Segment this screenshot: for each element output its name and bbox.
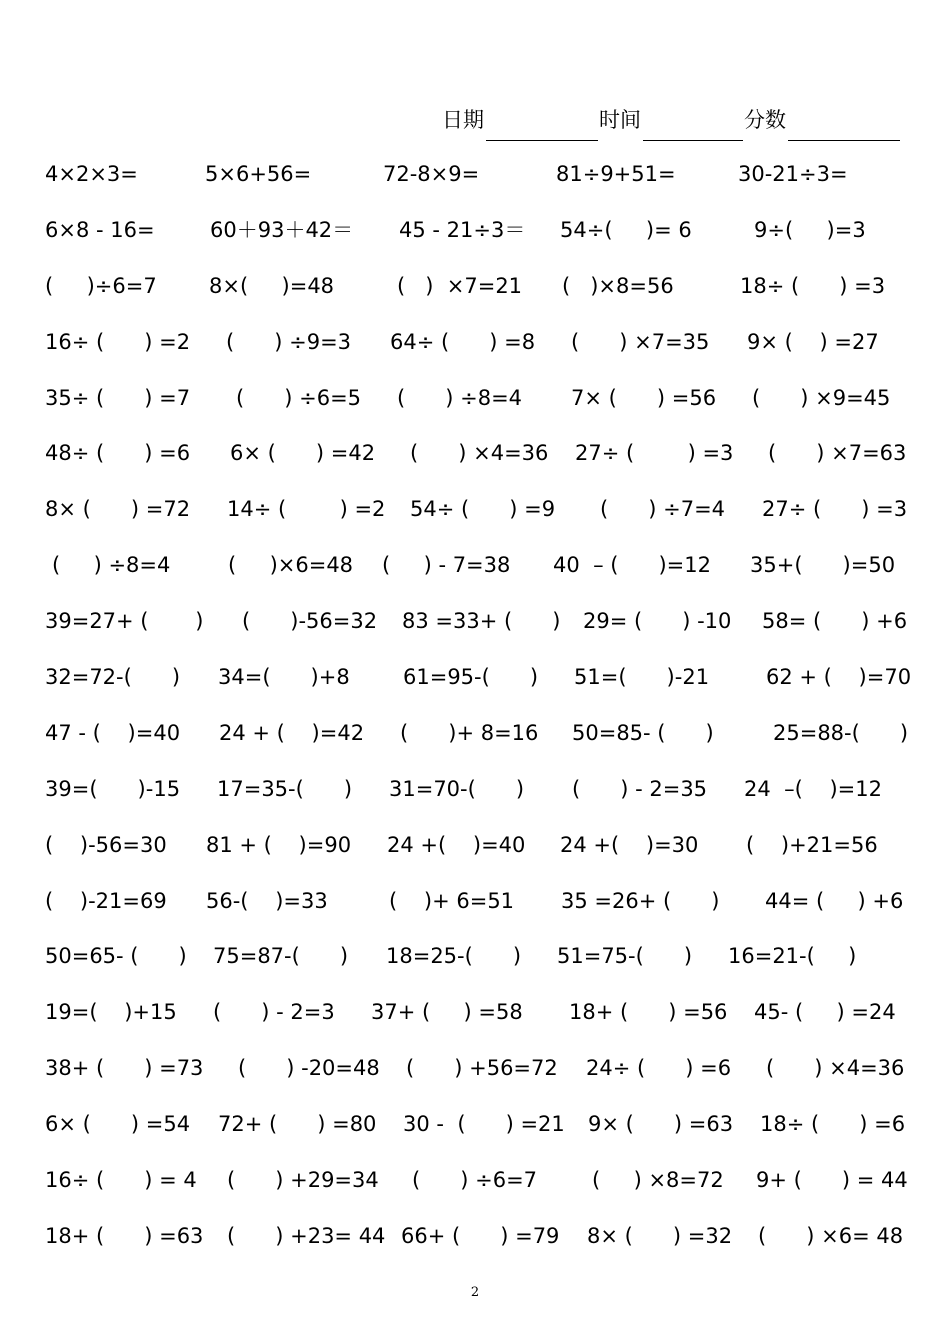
math-problem: ( ) ÷9=3 (226, 329, 352, 354)
math-problem: 31=70-( ) (389, 776, 525, 801)
score-label: 分数 (744, 108, 786, 132)
math-problem: 35 =26+ ( ) (561, 888, 720, 913)
math-problem: ( )-56=32 (242, 609, 378, 634)
problem-row (0, 817, 950, 873)
math-problem: ( ) -20=48 (238, 1056, 380, 1081)
math-problem: 5×6+56= (205, 162, 312, 186)
math-problem: 56-( )=33 (206, 888, 328, 913)
math-problem: 50=85- ( ) (572, 720, 714, 745)
math-problem: 64÷ ( ) =8 (390, 329, 536, 354)
math-problem: 6× ( ) =42 (230, 441, 376, 466)
math-problem: 16÷ ( ) =2 (45, 329, 191, 354)
math-problem: 19=( )+15 (45, 1000, 177, 1025)
problem-row (0, 928, 950, 984)
math-problem: 48÷ ( ) =6 (45, 441, 191, 466)
math-problem: 18÷ ( ) =6 (760, 1112, 906, 1137)
math-problem: 8× ( ) =32 (587, 1223, 733, 1248)
math-problem: ( ) +29=34 (227, 1168, 379, 1193)
math-problem: 7× ( ) =56 (571, 385, 717, 410)
math-problem: 24 +( )=40 (387, 832, 526, 857)
problem-row (0, 202, 950, 258)
math-problem: ( ) ×7=35 (571, 329, 710, 354)
math-problem: 18÷ ( ) =3 (740, 273, 886, 298)
math-problem: 50=65- ( ) (45, 944, 187, 969)
math-problem: 60＋93＋42＝ (210, 217, 354, 242)
math-problem: 24 +( )=30 (560, 832, 699, 857)
math-problem: 27÷ ( ) =3 (762, 497, 908, 522)
math-problem: 6× ( ) =54 (45, 1112, 191, 1137)
math-problem: 37+ ( ) =58 (371, 1000, 523, 1025)
math-problem: 51=75-( ) (557, 944, 693, 969)
date-blank-line (486, 140, 598, 141)
math-problem: ( ) ×4=36 (410, 441, 549, 466)
math-problem: 9× ( ) =27 (747, 329, 879, 354)
math-problem: 30-21÷3= (738, 162, 848, 186)
math-problem: ( ) ÷7=4 (600, 497, 726, 522)
problem-row (0, 593, 950, 649)
math-problem: 18=25-( ) (386, 944, 522, 969)
math-problem: 47 - ( )=40 (45, 720, 181, 745)
math-problem: ( ) ÷8=4 (397, 385, 523, 410)
math-problem: 83 =33+ ( ) (402, 609, 561, 634)
math-problem: 44= ( ) +6 (765, 888, 904, 913)
math-problem: 62 + ( )=70 (766, 665, 912, 690)
math-problem: ( ) - 2=35 (572, 776, 708, 801)
problem-row (0, 1040, 950, 1096)
math-problem: ( )+ 8=16 (400, 720, 539, 745)
problem-row (0, 425, 950, 481)
math-problem: 40 – ( )=12 (553, 553, 712, 578)
math-problem: ( )-21=69 (45, 888, 167, 913)
problem-row (0, 537, 950, 593)
math-problem: 25=88-( ) (773, 720, 909, 745)
math-problem: 61=95-( ) (403, 665, 539, 690)
math-problem: 35+( )=50 (750, 553, 896, 578)
math-problem: 30 - ( ) =21 (403, 1112, 565, 1137)
math-problem: ( ) ×4=36 (766, 1056, 905, 1081)
problem-row (0, 761, 950, 817)
math-problem: ( ) - 2=3 (213, 1000, 335, 1025)
math-problem: 14÷ ( ) =2 (227, 497, 386, 522)
problem-row (0, 1208, 950, 1264)
math-problem: 45- ( ) =24 (754, 1000, 896, 1025)
math-problem: 18+ ( ) =56 (569, 1000, 728, 1025)
worksheet-header (440, 98, 910, 144)
math-problem: ( )+ 6=51 (389, 888, 515, 913)
math-problem: 39=( )-15 (45, 776, 181, 801)
math-problem: ( )+21=56 (746, 832, 878, 857)
math-problem: 54÷ ( ) =9 (410, 497, 556, 522)
math-problem: ( ) ×7=21 (397, 273, 523, 298)
time-blank-line (643, 140, 743, 141)
math-problem: 6×8 - 16= (45, 217, 155, 242)
problem-row (0, 1096, 950, 1152)
math-problem: 27÷ ( ) =3 (575, 441, 734, 466)
math-problem: 16=21-( ) (728, 944, 857, 969)
problem-row (0, 1152, 950, 1208)
math-problem: 58= ( ) +6 (762, 609, 908, 634)
problem-row (0, 146, 950, 202)
math-problem: ( ) ×9=45 (752, 385, 891, 410)
math-problem: ( ) ÷6=7 (412, 1168, 538, 1193)
math-problem: 38+ ( ) =73 (45, 1056, 204, 1081)
math-problem: 45 - 21÷3＝ (399, 217, 526, 242)
problem-row (0, 370, 950, 426)
math-problem: ( ) ×6= 48 (758, 1223, 904, 1248)
date-label: 日期 (442, 108, 484, 132)
math-problem: 35÷ ( ) =7 (45, 385, 191, 410)
problem-row (0, 705, 950, 761)
math-problem: 51=( )-21 (574, 665, 710, 690)
math-problem: 24 –( )=12 (744, 776, 882, 801)
math-problem: ( ) ×7=63 (768, 441, 907, 466)
math-problem: 16÷ ( ) = 4 (45, 1168, 197, 1193)
math-problem: 8×( )=48 (209, 273, 335, 298)
math-problem: 24 + ( )=42 (219, 720, 365, 745)
math-problem: ( )÷6=7 (45, 273, 157, 298)
math-problem: 8× ( ) =72 (45, 497, 191, 522)
math-problem: 17=35-( ) (217, 776, 353, 801)
math-problem: 75=87-( ) (213, 944, 349, 969)
math-problem: 4×2×3= (45, 162, 138, 186)
math-problem: ( ) ÷8=4 (52, 553, 171, 578)
math-problem: 72+ ( ) =80 (218, 1112, 377, 1137)
math-problem: ( )×8=56 (562, 273, 674, 298)
problem-row (0, 258, 950, 314)
math-problem: ( )-56=30 (45, 832, 167, 857)
math-problem: 18+ ( ) =63 (45, 1223, 204, 1248)
math-problem: 32=72-( ) (45, 665, 181, 690)
score-blank-line (788, 140, 900, 141)
math-problem: 9+ ( ) = 44 (756, 1168, 908, 1193)
problem-row (0, 873, 950, 929)
math-problem: 81÷9+51= (556, 162, 676, 186)
problem-row (0, 481, 950, 537)
math-problem: 54÷( )= 6 (560, 217, 692, 242)
math-problem: 9÷( )=3 (754, 217, 866, 242)
math-problem: 72-8×9= (383, 162, 480, 186)
math-problem: 9× ( ) =63 (588, 1112, 734, 1137)
math-problem: 81 + ( )=90 (206, 832, 352, 857)
math-problem: ( ) ÷6=5 (236, 385, 362, 410)
problem-row (0, 314, 950, 370)
problem-row (0, 984, 950, 1040)
math-problem: ( ) +23= 44 (227, 1223, 386, 1248)
math-problem: 24÷ ( ) =6 (586, 1056, 732, 1081)
problem-grid (0, 146, 950, 1264)
time-label: 时间 (599, 108, 641, 132)
math-problem: 34=( )+8 (218, 665, 350, 690)
problem-row (0, 649, 950, 705)
math-problem: ( ) - 7=38 (382, 553, 511, 578)
math-problem: 29= ( ) -10 (583, 609, 732, 634)
math-problem: 66+ ( ) =79 (401, 1223, 560, 1248)
math-problem: ( ) ×8=72 (592, 1168, 724, 1193)
math-problem: 39=27+ ( ) (45, 609, 204, 634)
math-problem: ( )×6=48 (228, 553, 354, 578)
math-problem: ( ) +56=72 (406, 1056, 558, 1081)
page-number: 2 (470, 1285, 480, 1300)
